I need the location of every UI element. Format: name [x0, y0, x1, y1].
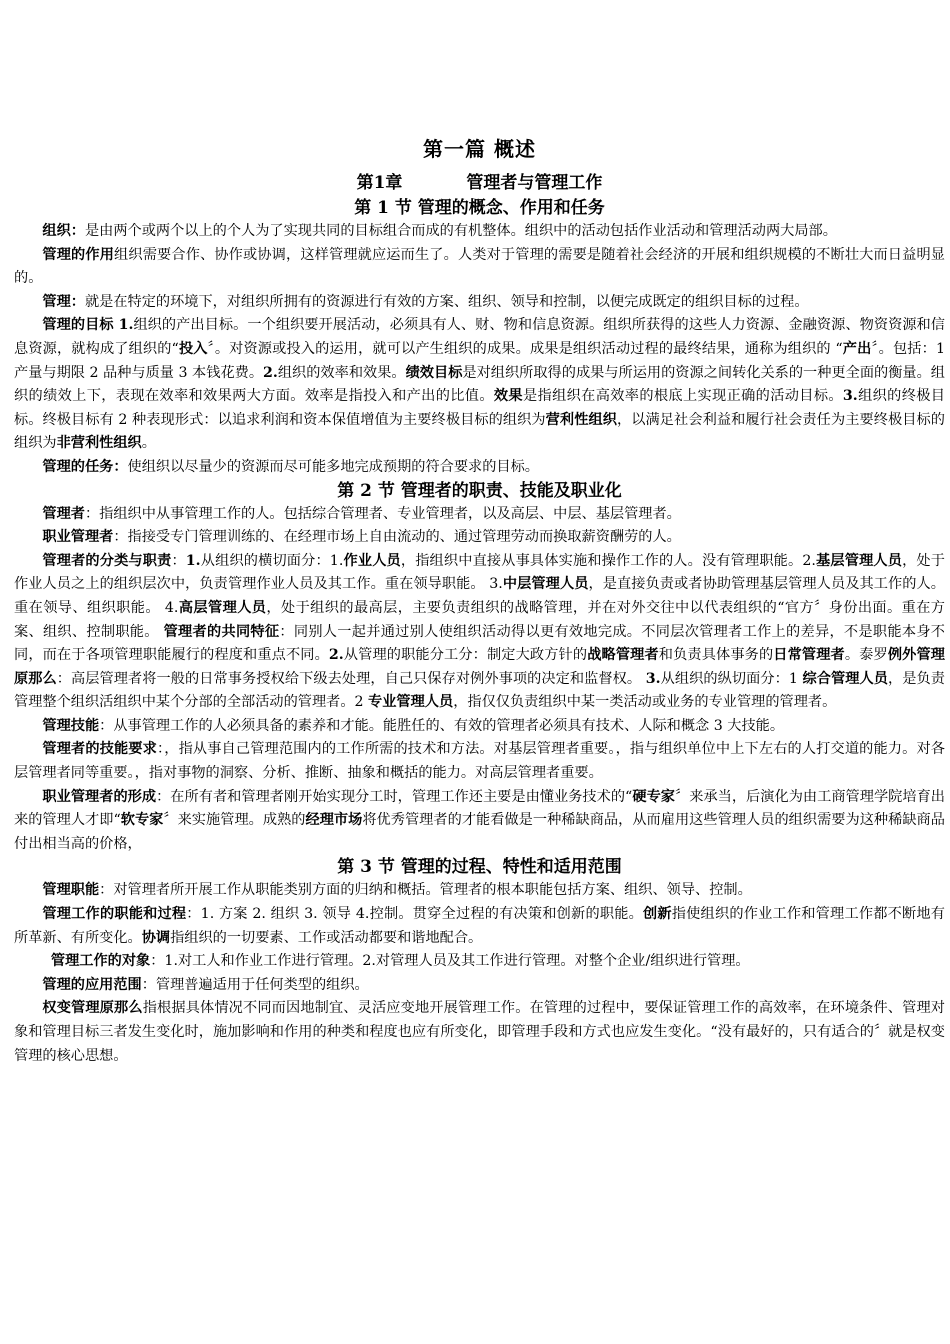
text-run: 从组织的横切面分：1. [200, 552, 344, 569]
bold-term: 职业管理者的形成 [42, 788, 157, 805]
bold-term: 非营利性组织 [56, 435, 142, 452]
paragraph [14, 738, 945, 785]
text-run: ，指仅仅负责组织中某一类活动或业务的专业管理的管理者。 [453, 694, 837, 711]
text-run: 。泰罗 [844, 647, 888, 664]
paragraph [14, 314, 945, 456]
section-heading: 第 2 节 管理者的职责、技能及职业化 [337, 480, 622, 501]
bold-term: 效果 [493, 388, 523, 405]
text-run: ，是负责管理整个组织活组织中某个分部的全部活动的管理者。2 [14, 670, 945, 711]
paragraph [14, 879, 945, 903]
bold-term: 管理的作用 [42, 246, 115, 263]
text-run: ：同别人一起并通过别人使组织活动得以更有效地完成。不同层次管理者工作上的差异，不是职能本身不同，而在于各项管理职能履行的程度和重点不同。 [14, 623, 945, 664]
text-run: ：对管理者所开展工作从职能类别方面的归纳和概括。管理者的根本职能包括方案、组织、领导、控制。 [99, 882, 752, 899]
bold-term: 2. [263, 364, 278, 381]
bold-term: 管理者 [42, 505, 85, 522]
text-run: 组织的产出目标。一个组织要开展活动，必须具有人、财、物和信息资源。组织所获得的这些人力资源、金融资源、物资资源和信息资源，就构成了组织的“ [14, 317, 945, 357]
text-run: ：在所有者和管理者刚开始实现分工时，管理工作还主要是由懂业务技术的“ [156, 788, 633, 805]
bold-term: 管理者的分类与职责 [42, 552, 172, 569]
text-run: ：指组织中从事管理工作的人。包括综合管理者、专业管理者，以及高层、中层、基层管理者。 [84, 505, 681, 522]
text-run: ：1. 方案 2. 组织 3. 领导 4.控制。贯穿全过程的有决策和创新的职能。 [186, 906, 643, 923]
bold-term: 经理市场 [305, 812, 363, 829]
bold-term: 2. [328, 647, 344, 664]
text-run: ：从事管理工作的人必须具备的素养和才能。能胜任的、有效的管理者必须具有技术、人际和概念 3 大技能。 [99, 717, 785, 734]
chapter-heading [14, 172, 945, 194]
bold-term: 高层管理人员 [178, 599, 267, 616]
text-run: ：管理普遍适用于任何类型的组织。 [141, 976, 369, 993]
paragraph [14, 526, 945, 550]
bold-term: 创新 [643, 906, 672, 923]
text-run: 是由两个或两个以上的个人为了实现共同的目标组合而成的有机整体。组织中的活动包括作业活动和管理活动两大局部。 [84, 223, 837, 239]
text-run: 就是在特定的环境下，对组织所拥有的资源进行有效的方案、组织、领导和控制，以便完成既定的组织目标的过程。 [84, 293, 809, 310]
text-run: ，处于组织的最高层，主要负责组织的战略管理，并在对外交往中以代表组织的“官方〞身份出面。重在方案、组织、控制职能。 [14, 599, 945, 640]
bold-term: 中层管理人员 [502, 576, 589, 593]
text-run: 是对组织所取得的成果与所运用的资源之间转化关系的一种更全面的衡量。组织的绩效上下，表现在效率和效果两大方面。效率是指投入和产出的比值。 [14, 364, 945, 405]
bold-term: 综合管理人员 [802, 670, 889, 687]
text-run: ，以满足社会利益和履行社会责任为主要终极目标的组织为 [14, 411, 945, 452]
text-run: 组织的终极目标。终极目标有 2 种表现形式：以追求利润和资本保值增值为主要终极目标的组织为 [14, 388, 945, 428]
chapter-number: 第1章 [356, 173, 403, 193]
bold-term: 硬专家 [632, 788, 675, 805]
section-heading: 第 3 节 管理的过程、特性和适用范围 [337, 857, 622, 878]
bold-term: 1. [185, 552, 201, 569]
paragraph [14, 903, 945, 950]
text-run: ：高层管理者将一般的日常事务授权给下级去处理，自己只保存对例外事项的决定和监督权。 [56, 670, 646, 687]
bold-term: 管理者的技能要求 [42, 741, 158, 758]
text-run: ：1.对工人和作业工作进行管理。2.对管理人员及其工作进行管理。对整个企业/组织进行管理。 [150, 953, 750, 970]
paragraph [14, 503, 945, 527]
paragraph [14, 950, 945, 974]
bold-term: 管理工作的对象 [50, 953, 151, 970]
bold-term: 战略管理者 [587, 647, 659, 664]
bold-term: 管理技能 [42, 717, 100, 734]
bold-term: 协调 [141, 929, 171, 946]
part-title: 第一篇 概述 [423, 137, 536, 161]
section-heading: 第 1 节 管理的概念、作用和任务 [354, 198, 605, 218]
bold-term: 职业管理者 [42, 529, 114, 546]
bold-term: 权变管理原那么 [42, 1000, 143, 1017]
bold-term: 投入 [178, 340, 208, 357]
bold-term: 管理者的共同特征 [163, 623, 280, 640]
chapter-name: 管理者与管理工作 [466, 173, 603, 193]
text-run: 将优秀管理者的才能看做是一种稀缺商品，从而雇用这些管理人员的组织需要为这种稀缺商品付出相当高的价格， [14, 812, 945, 852]
bold-term: 产出 [842, 340, 872, 357]
paragraph [14, 220, 945, 244]
text-run: 。 [141, 435, 156, 452]
text-run: 〞。包括：1 产量与期限 2 品种与质量 3 本钱花费。 [14, 340, 945, 381]
bold-term: 3. [842, 388, 858, 405]
bold-term: 管理职能 [42, 882, 100, 899]
text-run: 指使组织的作业工作和管理工作都不断地有所革新、有所变化。 [14, 906, 945, 946]
text-run: ，指组织中直接从事具体实施和操作工作的人。没有管理职能。2. [400, 552, 816, 569]
paragraph [14, 974, 945, 998]
bold-term: 基层管理人员 [815, 552, 903, 569]
bold-term: 管理的应用范围 [42, 976, 142, 993]
text-run: 〞。对资源或投入的运用，就可以产生组织的成果。成果是组织活动过程的最终结果，通称为组织的 “ [207, 340, 843, 357]
text-run: 指根据具体情况不同而因地制宜、灵活应变地开展管理工作。在管理的过程中，要保证管理工作的高效率，在环境条件、管理对象和管理目标三者发生变化时，施加影响和作用的种类和程度也应有所变化，即管理手段和方式也应发生变化。“没有最好的，只有适合的〞就是权变管理的核心思想。 [14, 1000, 945, 1064]
bold-term: 管理工作的职能和过程 [42, 906, 187, 923]
text-run: 〞来实施管理。成熟的 [163, 812, 306, 829]
bold-term: 营利性组织 [545, 411, 617, 428]
paragraph [14, 997, 945, 1068]
bold-term: 日常管理者 [773, 647, 845, 664]
paragraph [14, 786, 945, 857]
bold-term: 软专家 [120, 812, 164, 829]
bold-term: 3. [645, 670, 661, 687]
bold-term: 管理的目标 1. [42, 317, 134, 334]
paragraph [14, 715, 945, 739]
bold-term: 作业人员 [343, 552, 401, 569]
text-run: 和负责具体事务的 [658, 647, 774, 664]
bold-term: 例外管理原那么 [14, 647, 945, 687]
bold-term: 管理的任务： [42, 458, 128, 475]
text-run: ，处于作业人员之上的组织层次中，负责管理作业人员及其工作。重在领导职能。 3. [14, 552, 945, 593]
text-run: 从组织的纵切面分：1 [660, 670, 803, 687]
paragraph [14, 456, 945, 480]
text-run: 指组织的一切要素、工作或活动都要和谐地配合。 [170, 929, 483, 946]
paragraph [14, 244, 945, 291]
text-run: ：，指从事自己管理范围内的工作所需的技术和方法。对基层管理者重要。，指与组织单位中上下左右的人打交道的能力。对各层管理者同等重要。，指对事物的洞察、分析、推断、抽象和概括的能力。对高层管理者重要。 [14, 741, 945, 782]
text-run: 组织需要合作、协作或协调，这样管理就应运而生了。人类对于管理的需要是随着社会经济的开展和组织规模的不断壮大而日益明显的。 [14, 246, 945, 287]
sections-container [14, 197, 945, 1068]
paragraph [14, 291, 945, 315]
bold-term: 专业管理人员 [368, 694, 454, 711]
text-run: 是指组织在高效率的根底上实现正确的活动目标。 [522, 388, 843, 405]
text-run: 〞来承当，后演化为由工商管理学院培育出来的管理人才即“ [14, 788, 945, 829]
bold-term: 组织： [42, 223, 85, 239]
text-run: 从管理的职能分工分：制定大政方针的 [343, 647, 588, 664]
text-run: ，是直接负责或者协助管理基层管理人员及其工作的人。重在领导、组织职能。 4. [14, 576, 945, 616]
text-run: 组织的效率和效果。 [277, 364, 406, 381]
text-run: ：指接受专门管理训练的、在经理市场上自由流动的、通过管理劳动而换取薪资酬劳的人。 [113, 529, 681, 546]
text-run: 使组织以尽量少的资源而尽可能多地完成预期的符合要求的目标。 [127, 458, 539, 475]
bold-term: 绩效目标 [405, 364, 463, 381]
paragraph [14, 550, 945, 715]
bold-term: 管理： [42, 293, 85, 310]
text-run: ： [171, 552, 186, 569]
document-page [14, 136, 945, 1068]
